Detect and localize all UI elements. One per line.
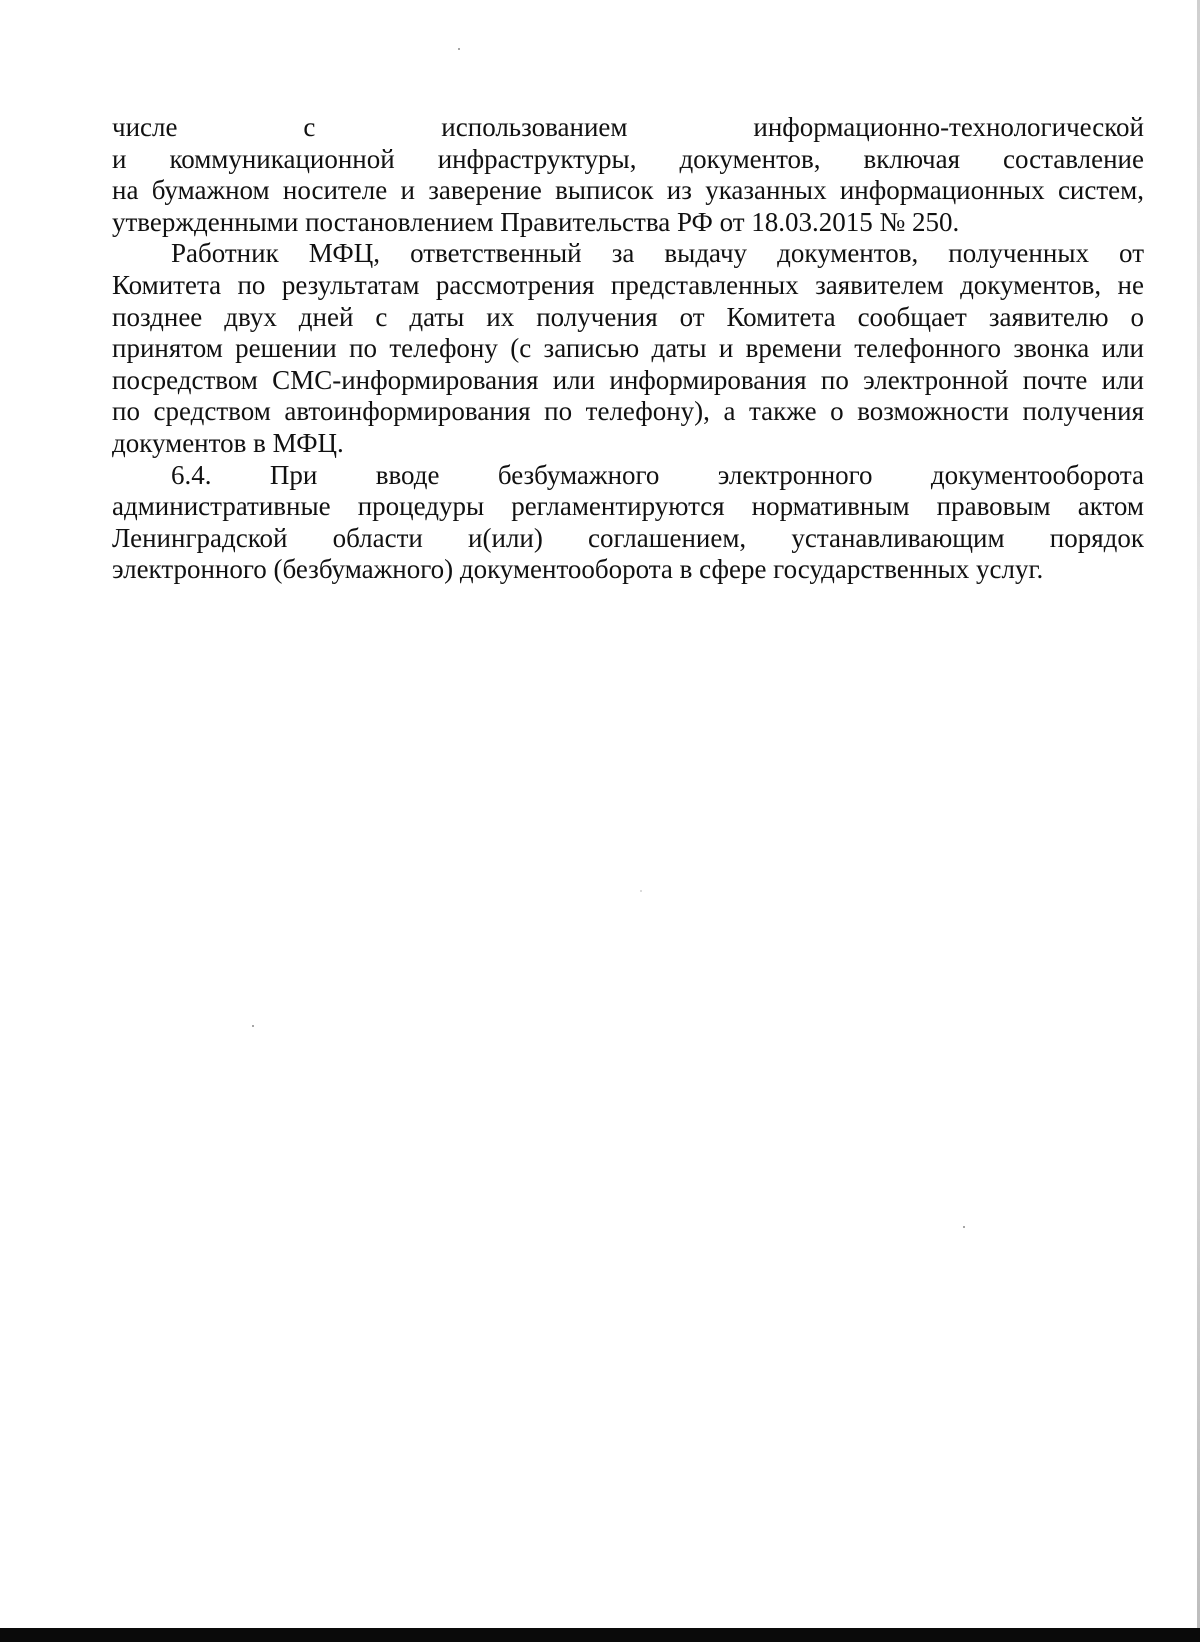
text-line: посредством СМС-информирования или информирования по электронной почте или — [112, 364, 1144, 395]
text-line: и коммуникационной инфраструктуры, документов, включая составление — [112, 143, 1144, 174]
text-line: принятом решении по телефону (с записью даты и времени телефонного звонка или — [112, 333, 1144, 364]
document-body — [112, 112, 1144, 586]
text-line: числе с использованием информационно-технологической — [112, 112, 1144, 142]
scan-speck — [640, 890, 642, 892]
paragraph-information-systems — [112, 112, 1144, 238]
paragraph-6-4-paperless — [112, 460, 1144, 586]
text-line: электронного (безбумажного) документооборота в сфере государственных услуг. — [112, 554, 1044, 585]
scan-speck — [963, 1226, 965, 1228]
text-line: 6.4. При вводе безбумажного электронного документооборота — [171, 459, 1144, 490]
scan-speck — [252, 1025, 254, 1027]
text-line: Ленинградской области и(или) соглашением, устанавливающим порядок — [112, 522, 1144, 553]
text-line: Работник МФЦ, ответственный за выдачу документов, полученных от — [171, 238, 1144, 269]
text-line: по средством автоинформирования по телефону), а также о возможности получения — [112, 396, 1144, 427]
text-line: утвержденными постановлением Правительства РФ от 18.03.2015 № 250. — [112, 206, 960, 237]
scan-speck — [458, 48, 460, 50]
paragraph-mfc-employee — [112, 238, 1144, 459]
text-line: на бумажном носителе и заверение выписок из указанных информационных систем, — [112, 175, 1144, 206]
text-line: позднее двух дней с даты их получения от Комитета сообщает заявителю о — [112, 301, 1144, 332]
text-line: документов в МФЦ. — [112, 427, 344, 458]
scan-bottom-bar — [0, 1628, 1200, 1642]
text-line: Комитета по результатам рассмотрения представленных заявителем документов, не — [112, 269, 1144, 300]
text-line: административные процедуры регламентируются нормативным правовым актом — [112, 491, 1144, 522]
